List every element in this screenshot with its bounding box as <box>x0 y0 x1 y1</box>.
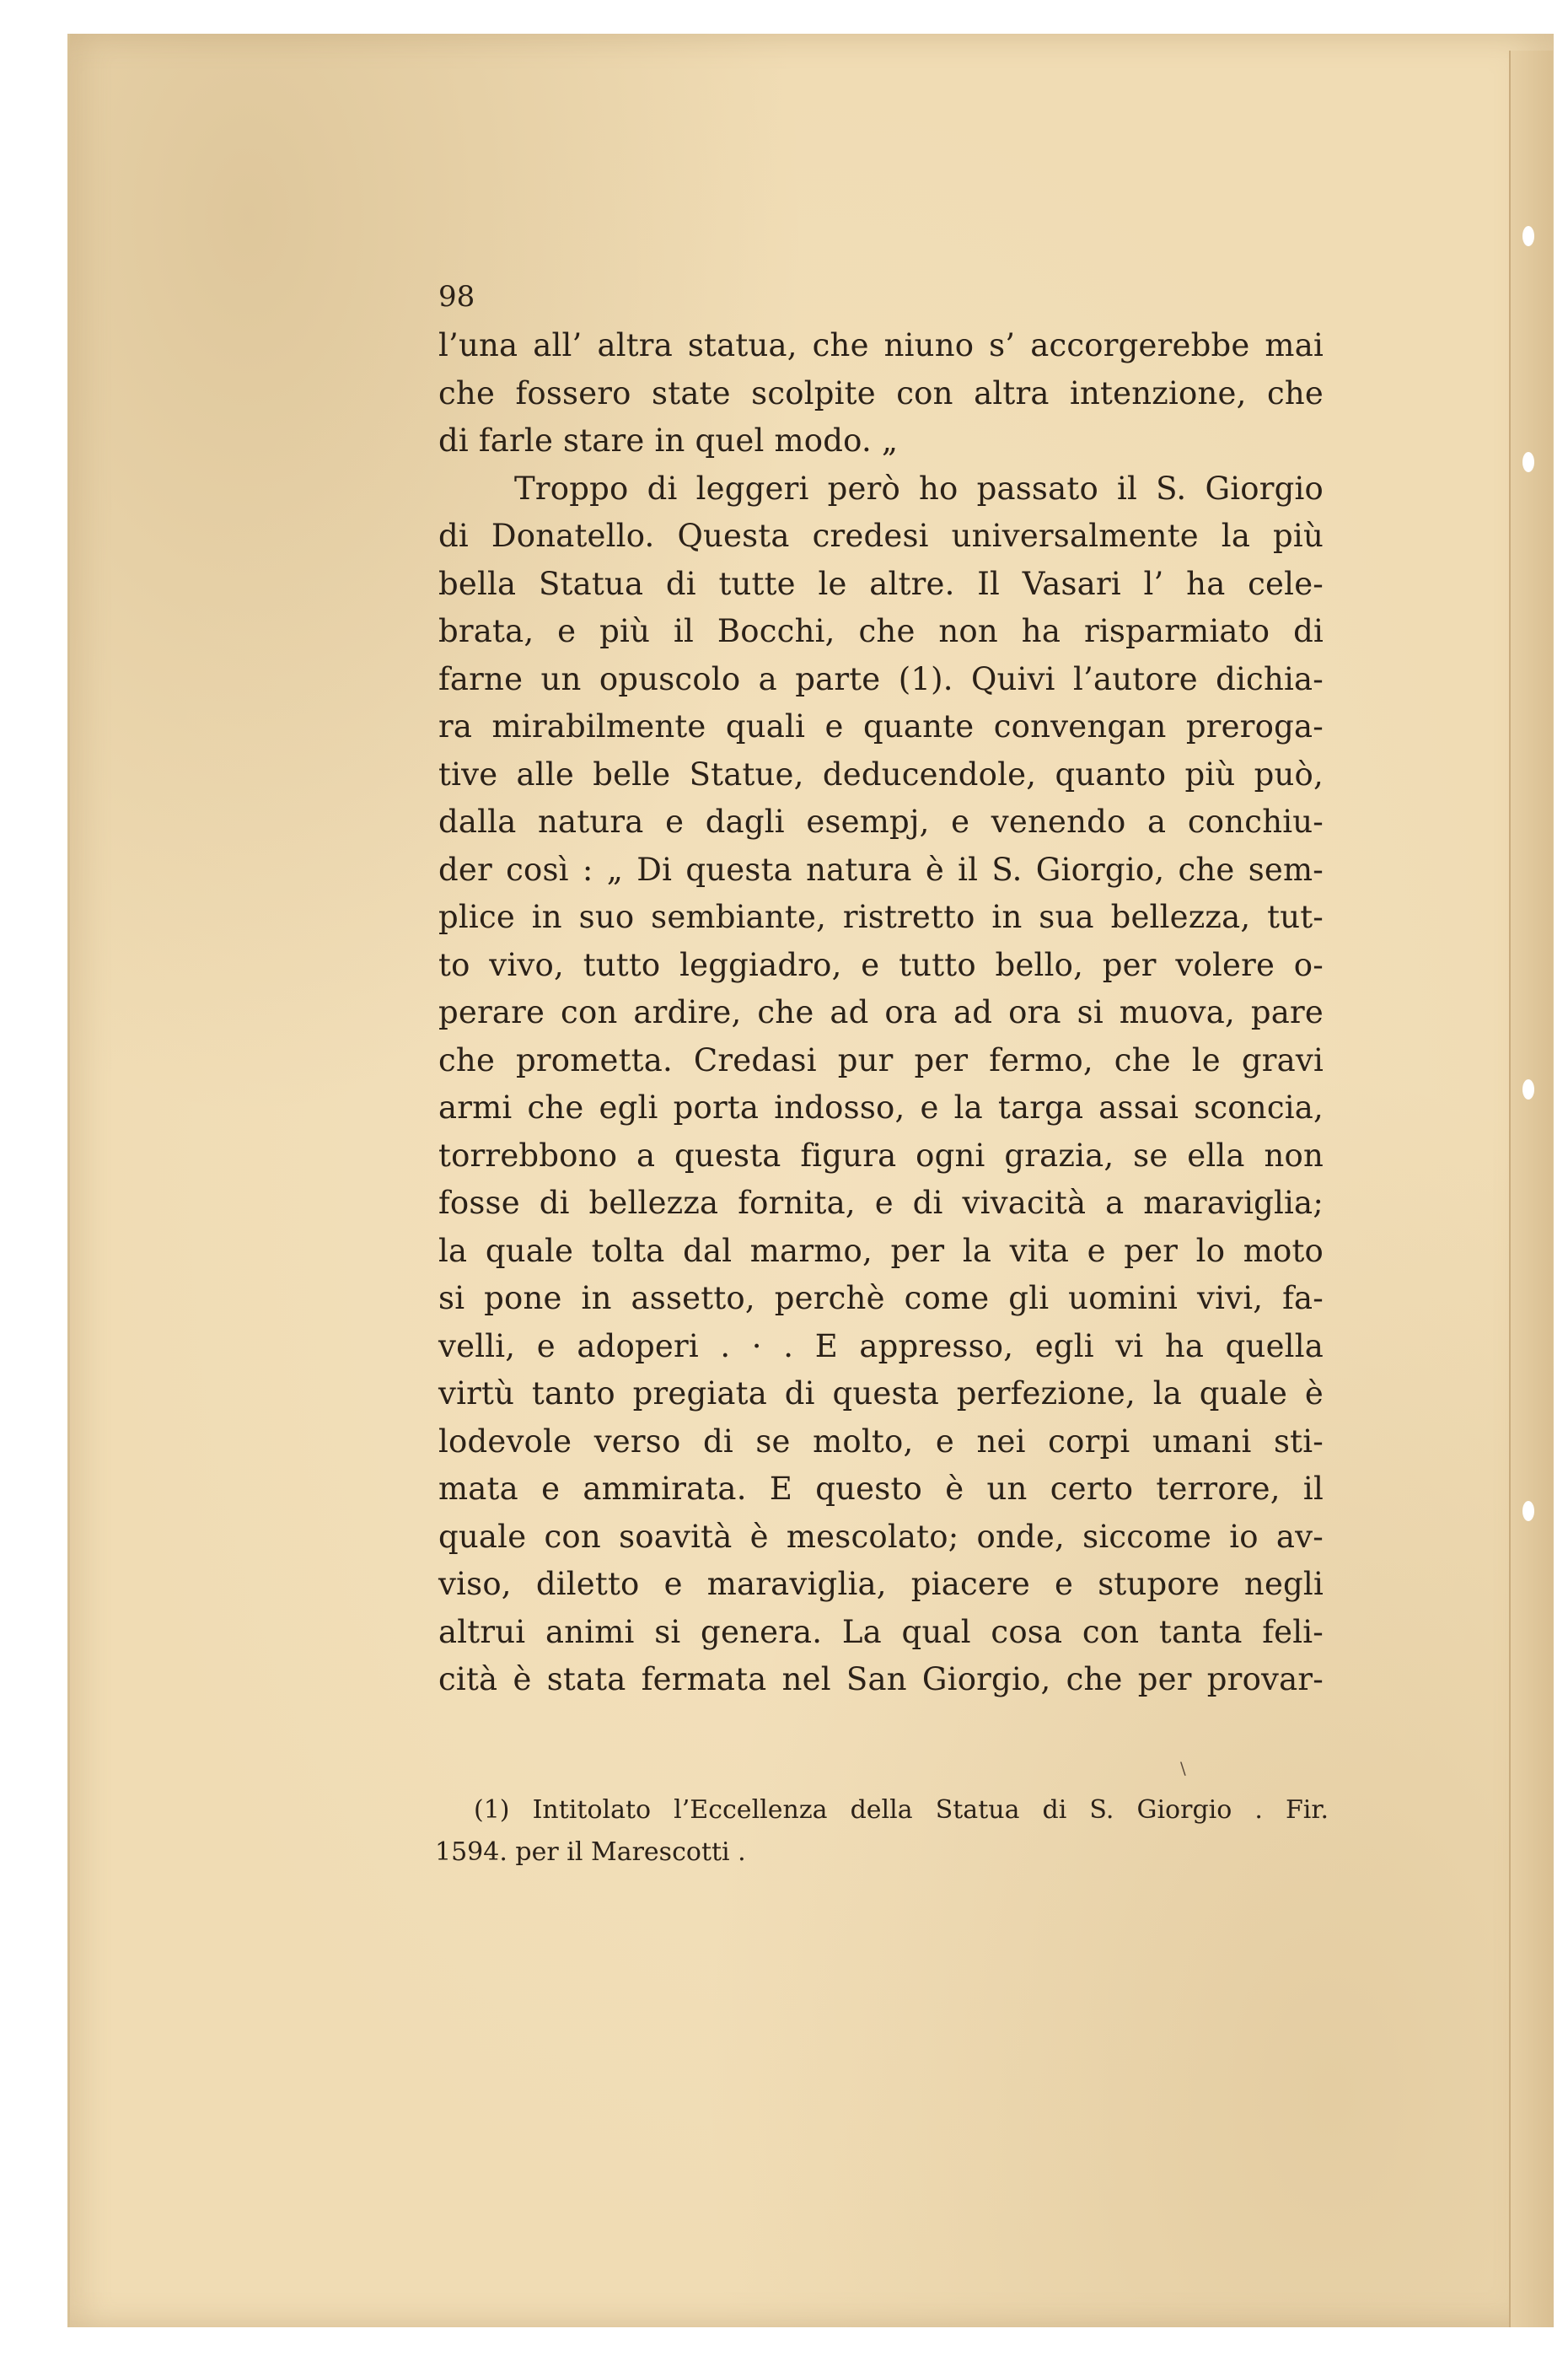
binding-hole <box>1522 1501 1534 1521</box>
text-line: cità è stata fermata nel San Giorgio, che per provar- <box>438 1661 1324 1697</box>
text-line: di Donatello. Questa credesi universalmente la più <box>438 518 1324 554</box>
text-line: viso, diletto e maraviglia, piacere e stupore negli <box>438 1566 1324 1602</box>
footnote-line: (1) Intitolato l’Eccellenza della Statua di S. Giorgio . Fir. <box>474 1795 1329 1825</box>
text-line: l’una all’ altra statua, che niuno s’ accorgerebbe mai <box>438 327 1324 363</box>
text-line: der così : „ Di questa natura è il S. Giorgio, che sem- <box>438 851 1324 888</box>
text-line: brata, e più il Bocchi, che non ha risparmiato di <box>438 613 1324 649</box>
page-number: 98 <box>438 280 475 314</box>
text-line: quale con soavità è mescolato; onde, siccome io av- <box>438 1518 1324 1555</box>
text-line: fosse di bellezza fornita, e di vivacità a maraviglia; <box>438 1185 1324 1221</box>
text-line: plice in suo sembiante, ristretto in sua bellezza, tut- <box>438 899 1324 935</box>
page-edge <box>1509 51 1553 2327</box>
text-line: torrebbono a questa figura ogni grazia, se ella non <box>438 1137 1324 1174</box>
text-line: la quale tolta dal marmo, per la vita e per lo moto <box>438 1232 1324 1269</box>
text-line: velli, e adoperi . · . E appresso, egli vi ha quella <box>438 1327 1324 1364</box>
text-line: ra mirabilmente quali e quante convengan preroga- <box>438 708 1324 745</box>
text-line: virtù tanto pregiata di questa perfezione, la quale è <box>438 1375 1324 1412</box>
text-line: altrui animi si genera. La qual cosa con tanta feli- <box>438 1613 1324 1650</box>
text-line: Troppo di leggeri però ho passato il S. Giorgio <box>514 470 1324 507</box>
text-line: to vivo, tutto leggiadro, e tutto bello, per volere o- <box>438 946 1324 983</box>
binding-hole <box>1522 452 1534 472</box>
text-line: tive alle belle Statue, deducendole, quanto più può, <box>438 756 1324 793</box>
text-line: si pone in assetto, perchè come gli uomini vivi, fa- <box>438 1280 1324 1316</box>
text-line: che prometta. Credasi pur per fermo, che le gravi <box>438 1041 1324 1078</box>
text-line: armi che egli porta indosso, e la targa assai sconcia, <box>438 1089 1324 1126</box>
binding-hole <box>1522 1079 1534 1100</box>
text-line: dalla natura e dagli esempj, e venendo a conchiu- <box>438 804 1324 840</box>
footnote-line: 1594. per il Marescotti . <box>435 1837 746 1867</box>
text-line: mata e ammirata. E questo è un certo terrore, il <box>438 1471 1324 1507</box>
text-line: bella Statua di tutte le altre. Il Vasari l’ ha cele- <box>438 565 1324 602</box>
stray-mark: \ <box>1180 1758 1186 1778</box>
body-text <box>438 280 1324 1704</box>
text-line: di farle stare in quel modo. „ <box>438 422 899 459</box>
text-line: farne un opuscolo a parte (1). Quivi l’autore dichia- <box>438 660 1324 697</box>
text-line: lodevole verso di se molto, e nei corpi umani sti- <box>438 1423 1324 1460</box>
text-line: perare con ardire, che ad ora ad ora si muova, pare <box>438 994 1324 1030</box>
footnote-block <box>435 1789 1329 1874</box>
binding-hole <box>1522 226 1534 246</box>
text-line: che fossero state scolpite con altra intenzione, che <box>438 374 1324 411</box>
